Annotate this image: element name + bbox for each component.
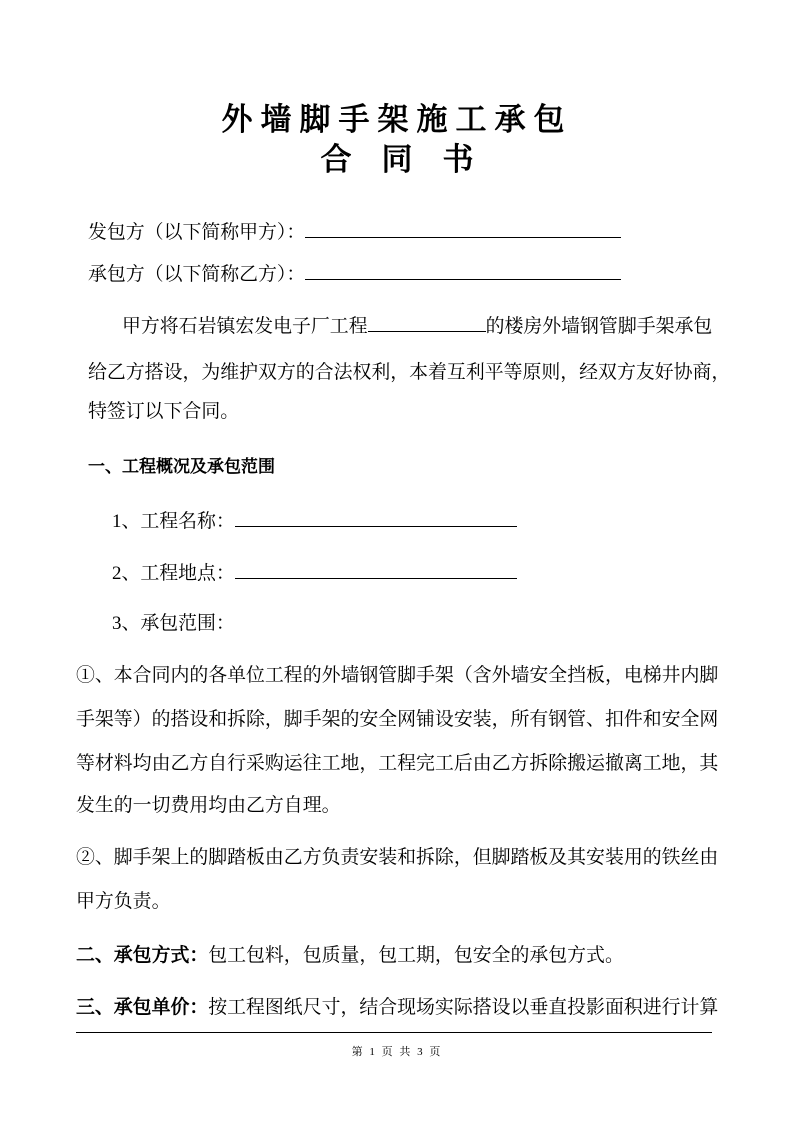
section-3-heading: 三、承包单价： bbox=[76, 997, 209, 1018]
footer-divider bbox=[76, 1032, 712, 1033]
item-project-location bbox=[112, 560, 517, 586]
scope-1-line: 等材料均由乙方自行采购运往工地，工程完工后由乙方拆除搬运撤离工地，其 bbox=[76, 753, 719, 774]
intro-line-2: 给乙方搭设，为维护双方的合法权利，本着互利平等原则，经双方友好协商， bbox=[88, 362, 731, 383]
item-label: 1、工程名称： bbox=[112, 511, 235, 532]
item-scope: 3、承包范围： bbox=[112, 613, 235, 634]
section-2-heading: 二、承包方式： bbox=[76, 945, 209, 966]
intro-text: 的楼房外墙钢管脚手架承包 bbox=[485, 316, 713, 337]
scope-1-line: 发生的一切费用均由乙方自理。 bbox=[76, 795, 341, 816]
item-label: 2、工程地点： bbox=[112, 563, 235, 584]
party-b-line bbox=[88, 261, 621, 287]
party-b-blank[interactable] bbox=[305, 261, 621, 280]
scope-2-line: 甲方负责。 bbox=[76, 891, 171, 912]
item-project-name bbox=[112, 508, 517, 534]
section-2-text: 包工包料，包质量，包工期，包安全的承包方式。 bbox=[208, 945, 624, 966]
page-number: 第 1 页 共 3 页 bbox=[351, 1046, 443, 1058]
party-b-label: 承包方（以下简称乙方）： bbox=[88, 264, 306, 285]
party-a-line bbox=[88, 219, 621, 245]
intro-line-3: 特签订以下合同。 bbox=[88, 401, 240, 422]
section-3 bbox=[76, 996, 718, 1020]
project-name-blank[interactable] bbox=[235, 508, 517, 527]
document-title: 外墙脚手架施工承包 bbox=[221, 102, 573, 137]
document-subtitle: 合同书 bbox=[320, 142, 504, 177]
scope-1-line: ①、本合同内的各单位工程的外墙钢管脚手架（含外墙安全挡板，电梯井内脚 bbox=[76, 665, 719, 686]
section-2 bbox=[76, 944, 624, 968]
project-blank[interactable] bbox=[368, 313, 486, 332]
intro-text: 甲方将石岩镇宏发电子厂工程 bbox=[122, 316, 368, 337]
party-a-blank[interactable] bbox=[305, 219, 621, 238]
section-1-heading: 一、工程概况及承包范围 bbox=[88, 457, 275, 476]
scope-2-line: ②、脚手架上的脚踏板由乙方负责安装和拆除，但脚踏板及其安装用的铁丝由 bbox=[76, 847, 719, 868]
section-3-text: 按工程图纸尺寸，结合现场实际搭设以垂直投影面积进行计算 bbox=[208, 997, 719, 1018]
scope-1-line: 手架等）的搭设和拆除，脚手架的安全网铺设安装，所有钢管、扣件和安全网 bbox=[76, 709, 719, 730]
party-a-label: 发包方（以下简称甲方）： bbox=[88, 222, 306, 243]
project-location-blank[interactable] bbox=[235, 560, 517, 579]
intro-line-1 bbox=[122, 313, 712, 339]
